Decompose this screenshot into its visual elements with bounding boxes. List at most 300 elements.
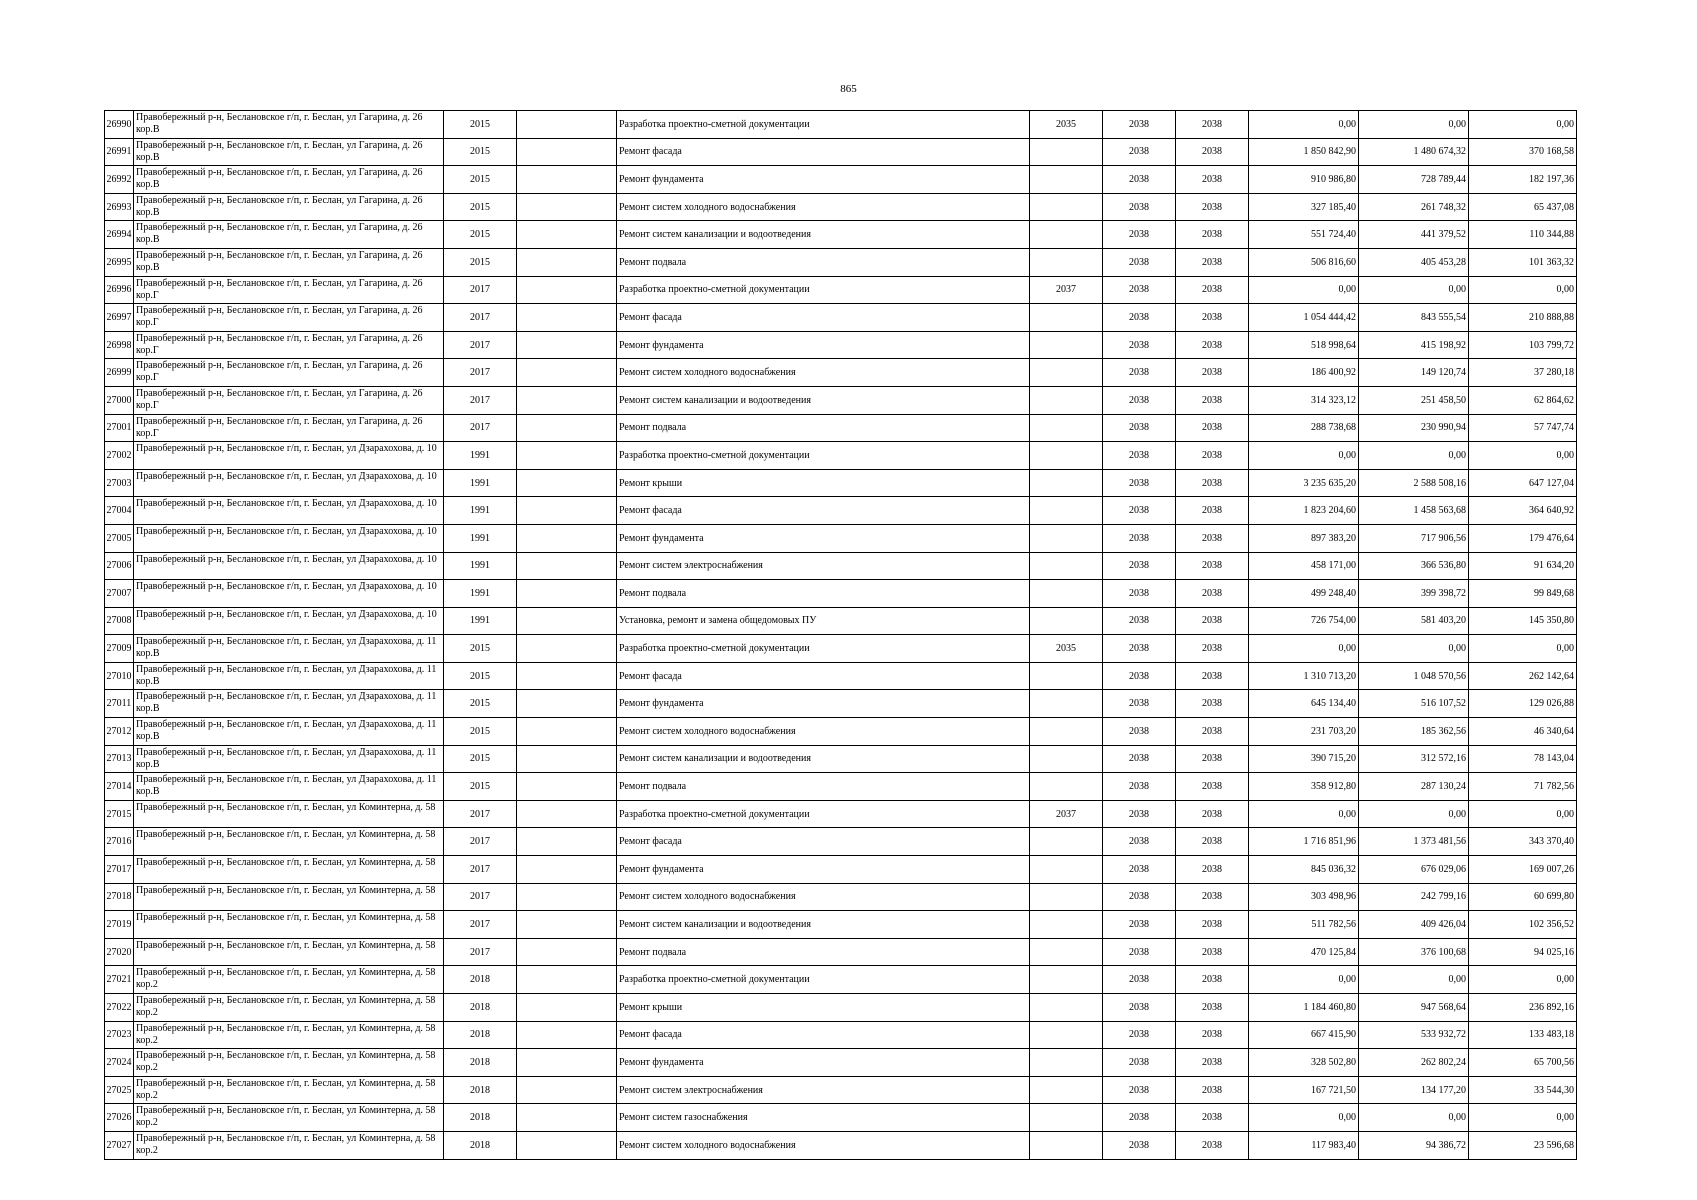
start-year-cell: 2038 — [1103, 497, 1176, 525]
build-year-cell: 2017 — [444, 800, 517, 828]
plan-year-cell — [1030, 1049, 1103, 1077]
build-year-cell: 1991 — [444, 442, 517, 470]
start-year-cell: 2038 — [1103, 1021, 1176, 1049]
total-cost-cell: 390 715,20 — [1249, 745, 1359, 773]
extra-cell — [517, 607, 617, 635]
build-year-cell: 2015 — [444, 248, 517, 276]
build-year-cell: 2015 — [444, 662, 517, 690]
start-year-cell: 2038 — [1103, 635, 1176, 663]
address-cell: Правобережный р-н, Беслановское г/п, г. Беслан, ул Коминтерна, д. 58 — [134, 911, 444, 939]
total-cost-cell: 3 235 635,20 — [1249, 469, 1359, 497]
fund-cost-cell: 0,00 — [1359, 276, 1469, 304]
owner-cost-cell: 0,00 — [1469, 1104, 1577, 1132]
table-row — [105, 276, 1577, 304]
work-type-cell: Установка, ремонт и замена общедомовых ПУ — [617, 607, 1030, 635]
end-year-cell: 2038 — [1176, 938, 1249, 966]
plan-year-cell — [1030, 304, 1103, 332]
total-cost-cell: 897 383,20 — [1249, 524, 1359, 552]
row-id-cell: 26994 — [105, 221, 134, 249]
extra-cell — [517, 1049, 617, 1077]
total-cost-cell: 470 125,84 — [1249, 938, 1359, 966]
fund-cost-cell: 0,00 — [1359, 111, 1469, 139]
plan-year-cell — [1030, 414, 1103, 442]
owner-cost-cell: 0,00 — [1469, 442, 1577, 470]
total-cost-cell: 1 310 713,20 — [1249, 662, 1359, 690]
start-year-cell: 2038 — [1103, 938, 1176, 966]
extra-cell — [517, 111, 617, 139]
fund-cost-cell: 1 048 570,56 — [1359, 662, 1469, 690]
owner-cost-cell: 37 280,18 — [1469, 359, 1577, 387]
address-cell: Правобережный р-н, Беслановское г/п, г. Беслан, ул Дзарахохова, д. 10 — [134, 469, 444, 497]
end-year-cell: 2038 — [1176, 276, 1249, 304]
total-cost-cell: 0,00 — [1249, 800, 1359, 828]
address-cell: Правобережный р-н, Беслановское г/п, г. Беслан, ул Коминтерна, д. 58 кор.2 — [134, 1131, 444, 1159]
owner-cost-cell: 179 476,64 — [1469, 524, 1577, 552]
table-row — [105, 248, 1577, 276]
row-id-cell: 26992 — [105, 166, 134, 194]
total-cost-cell: 0,00 — [1249, 276, 1359, 304]
start-year-cell: 2038 — [1103, 828, 1176, 856]
plan-year-cell — [1030, 690, 1103, 718]
end-year-cell: 2038 — [1176, 248, 1249, 276]
owner-cost-cell: 0,00 — [1469, 800, 1577, 828]
fund-cost-cell: 409 426,04 — [1359, 911, 1469, 939]
end-year-cell: 2038 — [1176, 1049, 1249, 1077]
fund-cost-cell: 441 379,52 — [1359, 221, 1469, 249]
owner-cost-cell: 236 892,16 — [1469, 994, 1577, 1022]
build-year-cell: 2017 — [444, 414, 517, 442]
fund-cost-cell: 149 120,74 — [1359, 359, 1469, 387]
total-cost-cell: 1 823 204,60 — [1249, 497, 1359, 525]
extra-cell — [517, 856, 617, 884]
work-type-cell: Ремонт фасада — [617, 828, 1030, 856]
total-cost-cell: 0,00 — [1249, 111, 1359, 139]
total-cost-cell: 358 912,80 — [1249, 773, 1359, 801]
build-year-cell: 2015 — [444, 690, 517, 718]
end-year-cell: 2038 — [1176, 497, 1249, 525]
work-type-cell: Ремонт систем канализации и водоотведения — [617, 386, 1030, 414]
total-cost-cell: 518 998,64 — [1249, 331, 1359, 359]
end-year-cell: 2038 — [1176, 1021, 1249, 1049]
work-type-cell: Ремонт подвала — [617, 773, 1030, 801]
build-year-cell: 2015 — [444, 193, 517, 221]
start-year-cell: 2038 — [1103, 690, 1176, 718]
fund-cost-cell: 676 029,06 — [1359, 856, 1469, 884]
table-row — [105, 331, 1577, 359]
extra-cell — [517, 1104, 617, 1132]
address-cell: Правобережный р-н, Беслановское г/п, г. Беслан, ул Коминтерна, д. 58 кор.2 — [134, 1021, 444, 1049]
row-id-cell: 27009 — [105, 635, 134, 663]
fund-cost-cell: 366 536,80 — [1359, 552, 1469, 580]
address-cell: Правобережный р-н, Беслановское г/п, г. Беслан, ул Коминтерна, д. 58 — [134, 938, 444, 966]
build-year-cell: 2017 — [444, 911, 517, 939]
end-year-cell: 2038 — [1176, 111, 1249, 139]
extra-cell — [517, 331, 617, 359]
start-year-cell: 2038 — [1103, 193, 1176, 221]
row-id-cell: 27023 — [105, 1021, 134, 1049]
start-year-cell: 2038 — [1103, 1049, 1176, 1077]
row-id-cell: 27014 — [105, 773, 134, 801]
extra-cell — [517, 911, 617, 939]
table-row — [105, 497, 1577, 525]
row-id-cell: 26996 — [105, 276, 134, 304]
address-cell: Правобережный р-н, Беслановское г/п, г. Беслан, ул Гагарина, д. 26 кор.В — [134, 111, 444, 139]
total-cost-cell: 327 185,40 — [1249, 193, 1359, 221]
build-year-cell: 2018 — [444, 1021, 517, 1049]
work-type-cell: Ремонт фундамента — [617, 331, 1030, 359]
total-cost-cell: 167 721,50 — [1249, 1076, 1359, 1104]
owner-cost-cell: 65 437,08 — [1469, 193, 1577, 221]
row-id-cell: 27003 — [105, 469, 134, 497]
plan-year-cell — [1030, 994, 1103, 1022]
address-cell: Правобережный р-н, Беслановское г/п, г. Беслан, ул Гагарина, д. 26 кор.Г — [134, 386, 444, 414]
row-id-cell: 27024 — [105, 1049, 134, 1077]
table-row — [105, 1131, 1577, 1159]
end-year-cell: 2038 — [1176, 1076, 1249, 1104]
fund-cost-cell: 0,00 — [1359, 966, 1469, 994]
owner-cost-cell: 99 849,68 — [1469, 580, 1577, 608]
extra-cell — [517, 1076, 617, 1104]
plan-year-cell: 2037 — [1030, 800, 1103, 828]
extra-cell — [517, 773, 617, 801]
total-cost-cell: 458 171,00 — [1249, 552, 1359, 580]
fund-cost-cell: 262 802,24 — [1359, 1049, 1469, 1077]
fund-cost-cell: 728 789,44 — [1359, 166, 1469, 194]
end-year-cell: 2038 — [1176, 662, 1249, 690]
owner-cost-cell: 169 007,26 — [1469, 856, 1577, 884]
table-row — [105, 580, 1577, 608]
address-cell: Правобережный р-н, Беслановское г/п, г. Беслан, ул Коминтерна, д. 58 — [134, 828, 444, 856]
fund-cost-cell: 717 906,56 — [1359, 524, 1469, 552]
build-year-cell: 2015 — [444, 166, 517, 194]
build-year-cell: 1991 — [444, 497, 517, 525]
fund-cost-cell: 251 458,50 — [1359, 386, 1469, 414]
table-row — [105, 193, 1577, 221]
start-year-cell: 2038 — [1103, 745, 1176, 773]
total-cost-cell: 511 782,56 — [1249, 911, 1359, 939]
start-year-cell: 2038 — [1103, 580, 1176, 608]
extra-cell — [517, 883, 617, 911]
address-cell: Правобережный р-н, Беслановское г/п, г. Беслан, ул Гагарина, д. 26 кор.Г — [134, 276, 444, 304]
table-row — [105, 718, 1577, 746]
table-row — [105, 442, 1577, 470]
work-type-cell: Ремонт фундамента — [617, 166, 1030, 194]
fund-cost-cell: 2 588 508,16 — [1359, 469, 1469, 497]
table-row — [105, 414, 1577, 442]
row-id-cell: 27017 — [105, 856, 134, 884]
plan-year-cell — [1030, 248, 1103, 276]
extra-cell — [517, 800, 617, 828]
total-cost-cell: 303 498,96 — [1249, 883, 1359, 911]
fund-cost-cell: 185 362,56 — [1359, 718, 1469, 746]
extra-cell — [517, 745, 617, 773]
total-cost-cell: 667 415,90 — [1249, 1021, 1359, 1049]
plan-year-cell — [1030, 469, 1103, 497]
row-id-cell: 27013 — [105, 745, 134, 773]
build-year-cell: 2015 — [444, 221, 517, 249]
work-type-cell: Разработка проектно-сметной документации — [617, 966, 1030, 994]
plan-year-cell — [1030, 718, 1103, 746]
address-cell: Правобережный р-н, Беслановское г/п, г. Беслан, ул Гагарина, д. 26 кор.В — [134, 138, 444, 166]
extra-cell — [517, 966, 617, 994]
plan-year-cell — [1030, 193, 1103, 221]
fund-cost-cell: 312 572,16 — [1359, 745, 1469, 773]
extra-cell — [517, 442, 617, 470]
build-year-cell: 2017 — [444, 938, 517, 966]
build-year-cell: 2017 — [444, 883, 517, 911]
work-type-cell: Ремонт подвала — [617, 938, 1030, 966]
plan-year-cell: 2035 — [1030, 635, 1103, 663]
start-year-cell: 2038 — [1103, 331, 1176, 359]
start-year-cell: 2038 — [1103, 248, 1176, 276]
work-type-cell: Ремонт систем канализации и водоотведения — [617, 911, 1030, 939]
build-year-cell: 2015 — [444, 773, 517, 801]
end-year-cell: 2038 — [1176, 607, 1249, 635]
end-year-cell: 2038 — [1176, 359, 1249, 387]
fund-cost-cell: 242 799,16 — [1359, 883, 1469, 911]
table-row — [105, 1049, 1577, 1077]
start-year-cell: 2038 — [1103, 1131, 1176, 1159]
address-cell: Правобережный р-н, Беслановское г/п, г. Беслан, ул Дзарахохова, д. 11 кор.В — [134, 718, 444, 746]
plan-year-cell — [1030, 856, 1103, 884]
plan-year-cell — [1030, 552, 1103, 580]
address-cell: Правобережный р-н, Беслановское г/п, г. Беслан, ул Дзарахохова, д. 11 кор.В — [134, 635, 444, 663]
total-cost-cell: 0,00 — [1249, 442, 1359, 470]
extra-cell — [517, 994, 617, 1022]
table-row — [105, 304, 1577, 332]
fund-cost-cell: 947 568,64 — [1359, 994, 1469, 1022]
owner-cost-cell: 71 782,56 — [1469, 773, 1577, 801]
address-cell: Правобережный р-н, Беслановское г/п, г. Беслан, ул Коминтерна, д. 58 кор.2 — [134, 994, 444, 1022]
work-type-cell: Ремонт систем холодного водоснабжения — [617, 718, 1030, 746]
work-type-cell: Ремонт фасада — [617, 497, 1030, 525]
build-year-cell: 2015 — [444, 111, 517, 139]
work-type-cell: Ремонт фасада — [617, 662, 1030, 690]
start-year-cell: 2038 — [1103, 607, 1176, 635]
row-id-cell: 27011 — [105, 690, 134, 718]
extra-cell — [517, 552, 617, 580]
start-year-cell: 2038 — [1103, 911, 1176, 939]
build-year-cell: 2015 — [444, 745, 517, 773]
extra-cell — [517, 635, 617, 663]
start-year-cell: 2038 — [1103, 469, 1176, 497]
row-id-cell: 27007 — [105, 580, 134, 608]
address-cell: Правобережный р-н, Беслановское г/п, г. Беслан, ул Коминтерна, д. 58 — [134, 800, 444, 828]
extra-cell — [517, 166, 617, 194]
address-cell: Правобережный р-н, Беслановское г/п, г. Беслан, ул Гагарина, д. 26 кор.Г — [134, 414, 444, 442]
address-cell: Правобережный р-н, Беслановское г/п, г. Беслан, ул Дзарахохова, д. 11 кор.В — [134, 662, 444, 690]
end-year-cell: 2038 — [1176, 911, 1249, 939]
end-year-cell: 2038 — [1176, 193, 1249, 221]
owner-cost-cell: 60 699,80 — [1469, 883, 1577, 911]
plan-year-cell — [1030, 1131, 1103, 1159]
address-cell: Правобережный р-н, Беслановское г/п, г. Беслан, ул Гагарина, д. 26 кор.В — [134, 193, 444, 221]
build-year-cell: 2015 — [444, 138, 517, 166]
plan-year-cell — [1030, 883, 1103, 911]
row-id-cell: 26997 — [105, 304, 134, 332]
build-year-cell: 1991 — [444, 469, 517, 497]
start-year-cell: 2038 — [1103, 966, 1176, 994]
build-year-cell: 2017 — [444, 828, 517, 856]
owner-cost-cell: 101 363,32 — [1469, 248, 1577, 276]
start-year-cell: 2038 — [1103, 718, 1176, 746]
end-year-cell: 2038 — [1176, 800, 1249, 828]
table-row — [105, 828, 1577, 856]
end-year-cell: 2038 — [1176, 469, 1249, 497]
total-cost-cell: 231 703,20 — [1249, 718, 1359, 746]
owner-cost-cell: 210 888,88 — [1469, 304, 1577, 332]
end-year-cell: 2038 — [1176, 138, 1249, 166]
table-row — [105, 1076, 1577, 1104]
plan-year-cell — [1030, 911, 1103, 939]
plan-year-cell — [1030, 331, 1103, 359]
fund-cost-cell: 415 198,92 — [1359, 331, 1469, 359]
fund-cost-cell: 405 453,28 — [1359, 248, 1469, 276]
build-year-cell: 2015 — [444, 718, 517, 746]
owner-cost-cell: 65 700,56 — [1469, 1049, 1577, 1077]
plan-year-cell — [1030, 1076, 1103, 1104]
build-year-cell: 2017 — [444, 304, 517, 332]
start-year-cell: 2038 — [1103, 166, 1176, 194]
total-cost-cell: 726 754,00 — [1249, 607, 1359, 635]
fund-cost-cell: 1 458 563,68 — [1359, 497, 1469, 525]
start-year-cell: 2038 — [1103, 276, 1176, 304]
row-id-cell: 26993 — [105, 193, 134, 221]
build-year-cell: 2018 — [444, 1076, 517, 1104]
extra-cell — [517, 193, 617, 221]
extra-cell — [517, 276, 617, 304]
plan-year-cell — [1030, 442, 1103, 470]
work-type-cell: Ремонт систем канализации и водоотведения — [617, 221, 1030, 249]
start-year-cell: 2038 — [1103, 442, 1176, 470]
total-cost-cell: 910 986,80 — [1249, 166, 1359, 194]
build-year-cell: 2018 — [444, 1104, 517, 1132]
fund-cost-cell: 581 403,20 — [1359, 607, 1469, 635]
table-row — [105, 359, 1577, 387]
work-type-cell: Разработка проектно-сметной документации — [617, 800, 1030, 828]
row-id-cell: 27004 — [105, 497, 134, 525]
total-cost-cell: 1 850 842,90 — [1249, 138, 1359, 166]
address-cell: Правобережный р-н, Беслановское г/п, г. Беслан, ул Дзарахохова, д. 10 — [134, 552, 444, 580]
start-year-cell: 2038 — [1103, 994, 1176, 1022]
table-row — [105, 883, 1577, 911]
total-cost-cell: 0,00 — [1249, 635, 1359, 663]
extra-cell — [517, 386, 617, 414]
start-year-cell: 2038 — [1103, 304, 1176, 332]
owner-cost-cell: 647 127,04 — [1469, 469, 1577, 497]
work-type-cell: Ремонт систем холодного водоснабжения — [617, 1131, 1030, 1159]
build-year-cell: 1991 — [444, 552, 517, 580]
build-year-cell: 2017 — [444, 331, 517, 359]
plan-year-cell — [1030, 359, 1103, 387]
plan-year-cell — [1030, 607, 1103, 635]
end-year-cell: 2038 — [1176, 966, 1249, 994]
table-row — [105, 166, 1577, 194]
start-year-cell: 2038 — [1103, 856, 1176, 884]
plan-year-cell: 2035 — [1030, 111, 1103, 139]
end-year-cell: 2038 — [1176, 580, 1249, 608]
start-year-cell: 2038 — [1103, 773, 1176, 801]
address-cell: Правобережный р-н, Беслановское г/п, г. Беслан, ул Дзарахохова, д. 10 — [134, 580, 444, 608]
row-id-cell: 27016 — [105, 828, 134, 856]
row-id-cell: 27022 — [105, 994, 134, 1022]
owner-cost-cell: 343 370,40 — [1469, 828, 1577, 856]
plan-year-cell — [1030, 662, 1103, 690]
end-year-cell: 2038 — [1176, 828, 1249, 856]
work-type-cell: Ремонт подвала — [617, 248, 1030, 276]
plan-year-cell — [1030, 745, 1103, 773]
plan-year-cell — [1030, 938, 1103, 966]
extra-cell — [517, 221, 617, 249]
total-cost-cell: 1 716 851,96 — [1249, 828, 1359, 856]
address-cell: Правобережный р-н, Беслановское г/п, г. Беслан, ул Коминтерна, д. 58 кор.2 — [134, 1076, 444, 1104]
end-year-cell: 2038 — [1176, 552, 1249, 580]
total-cost-cell: 499 248,40 — [1249, 580, 1359, 608]
work-type-cell: Ремонт подвала — [617, 580, 1030, 608]
build-year-cell: 2018 — [444, 1049, 517, 1077]
fund-cost-cell: 0,00 — [1359, 1104, 1469, 1132]
end-year-cell: 2038 — [1176, 414, 1249, 442]
work-type-cell: Ремонт фасада — [617, 138, 1030, 166]
row-id-cell: 27027 — [105, 1131, 134, 1159]
row-id-cell: 27000 — [105, 386, 134, 414]
extra-cell — [517, 828, 617, 856]
plan-year-cell — [1030, 1104, 1103, 1132]
row-id-cell: 27021 — [105, 966, 134, 994]
work-type-cell: Ремонт фундамента — [617, 1049, 1030, 1077]
extra-cell — [517, 248, 617, 276]
total-cost-cell: 1 054 444,42 — [1249, 304, 1359, 332]
extra-cell — [517, 138, 617, 166]
row-id-cell: 27025 — [105, 1076, 134, 1104]
table-row — [105, 938, 1577, 966]
total-cost-cell: 506 816,60 — [1249, 248, 1359, 276]
end-year-cell: 2038 — [1176, 635, 1249, 663]
build-year-cell: 1991 — [444, 524, 517, 552]
table-row — [105, 552, 1577, 580]
table-row — [105, 745, 1577, 773]
table-row — [105, 1104, 1577, 1132]
owner-cost-cell: 103 799,72 — [1469, 331, 1577, 359]
end-year-cell: 2038 — [1176, 304, 1249, 332]
owner-cost-cell: 182 197,36 — [1469, 166, 1577, 194]
plan-year-cell — [1030, 386, 1103, 414]
start-year-cell: 2038 — [1103, 221, 1176, 249]
table-row — [105, 1021, 1577, 1049]
plan-year-cell — [1030, 966, 1103, 994]
build-year-cell: 2018 — [444, 994, 517, 1022]
fund-cost-cell: 516 107,52 — [1359, 690, 1469, 718]
end-year-cell: 2038 — [1176, 442, 1249, 470]
plan-year-cell — [1030, 1021, 1103, 1049]
plan-year-cell — [1030, 138, 1103, 166]
end-year-cell: 2038 — [1176, 856, 1249, 884]
address-cell: Правобережный р-н, Беслановское г/п, г. Беслан, ул Дзарахохова, д. 10 — [134, 442, 444, 470]
fund-cost-cell: 287 130,24 — [1359, 773, 1469, 801]
work-type-cell: Ремонт подвала — [617, 414, 1030, 442]
fund-cost-cell: 261 748,32 — [1359, 193, 1469, 221]
total-cost-cell: 117 983,40 — [1249, 1131, 1359, 1159]
work-type-cell: Ремонт систем канализации и водоотведения — [617, 745, 1030, 773]
fund-cost-cell: 0,00 — [1359, 635, 1469, 663]
owner-cost-cell: 91 634,20 — [1469, 552, 1577, 580]
work-type-cell: Ремонт систем электроснабжения — [617, 552, 1030, 580]
table-row — [105, 856, 1577, 884]
address-cell: Правобережный р-н, Беслановское г/п, г. Беслан, ул Гагарина, д. 26 кор.Г — [134, 331, 444, 359]
address-cell: Правобережный р-н, Беслановское г/п, г. Беслан, ул Коминтерна, д. 58 — [134, 883, 444, 911]
fund-cost-cell: 94 386,72 — [1359, 1131, 1469, 1159]
start-year-cell: 2038 — [1103, 662, 1176, 690]
